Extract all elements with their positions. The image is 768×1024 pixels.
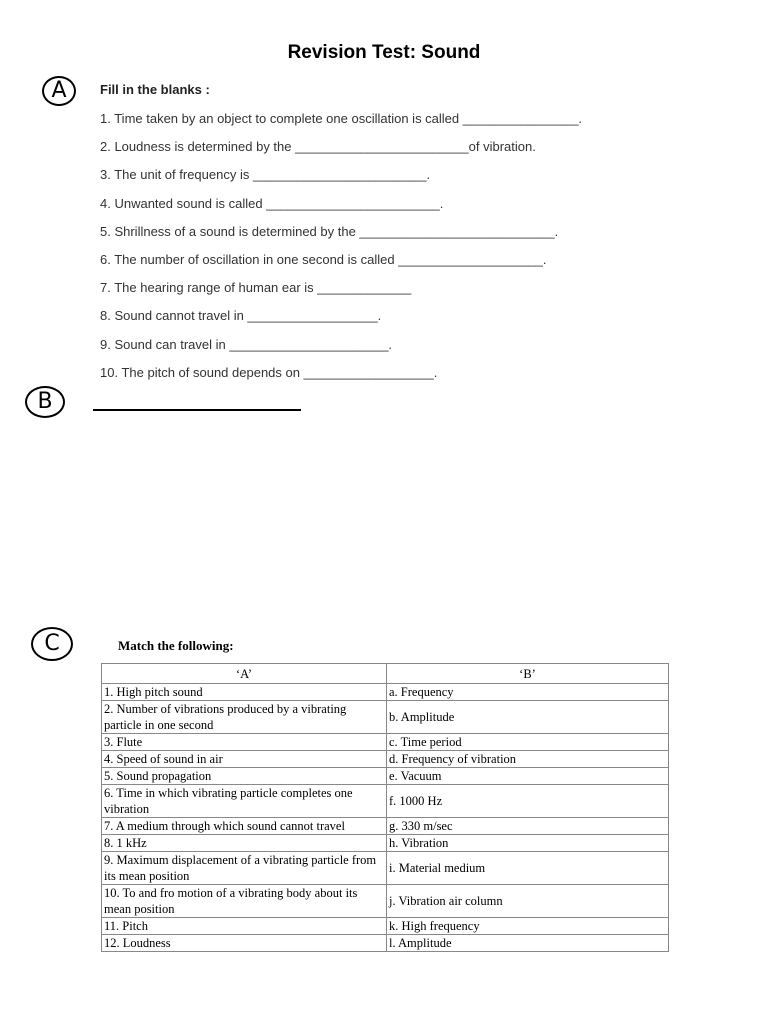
question-item: 3. The unit of frequency is ________________________. xyxy=(100,167,431,183)
column-a-cell: 11. Pitch xyxy=(102,918,387,935)
column-a-cell: 7. A medium through which sound cannot travel xyxy=(102,818,387,835)
column-b-cell: a. Frequency xyxy=(387,684,669,701)
column-b-header: ‘B’ xyxy=(387,664,669,684)
column-a-cell: 10. To and fro motion of a vibrating body about its mean position xyxy=(102,885,387,918)
column-a-cell: 12. Loudness xyxy=(102,935,387,952)
column-a-cell: 9. Maximum displacement of a vibrating particle from its mean position xyxy=(102,852,387,885)
column-a-header: ‘A’ xyxy=(102,664,387,684)
table-row xyxy=(102,818,669,835)
table-row xyxy=(102,785,669,818)
table-row xyxy=(102,701,669,734)
column-b-cell: e. Vacuum xyxy=(387,768,669,785)
column-b-cell: g. 330 m/sec xyxy=(387,818,669,835)
table-row xyxy=(102,768,669,785)
question-item: 7. The hearing range of human ear is _____________ xyxy=(100,280,412,296)
section-a-marker: A xyxy=(42,76,76,106)
section-b-answer-line xyxy=(93,409,301,411)
fill-blanks-list xyxy=(100,110,582,392)
section-c-marker: C xyxy=(31,627,73,661)
table-row xyxy=(102,885,669,918)
table-row xyxy=(102,684,669,701)
question-item: 5. Shrillness of a sound is determined by the ___________________________. xyxy=(100,223,559,239)
column-a-cell: 8. 1 kHz xyxy=(102,835,387,852)
question-item: 10. The pitch of sound depends on __________________. xyxy=(100,364,438,380)
match-table xyxy=(101,663,669,952)
column-b-cell: k. High frequency xyxy=(387,918,669,935)
question-item: 4. Unwanted sound is called ________________________. xyxy=(100,195,444,211)
column-a-cell: 1. High pitch sound xyxy=(102,684,387,701)
column-a-cell: 3. Flute xyxy=(102,734,387,751)
column-a-cell: 2. Number of vibrations produced by a vibrating particle in one second xyxy=(102,701,387,734)
column-b-cell: b. Amplitude xyxy=(387,701,669,734)
column-b-cell: l. Amplitude xyxy=(387,935,669,952)
column-a-cell: 5. Sound propagation xyxy=(102,768,387,785)
column-b-cell: d. Frequency of vibration xyxy=(387,751,669,768)
table-row xyxy=(102,918,669,935)
table-row xyxy=(102,835,669,852)
table-row xyxy=(102,734,669,751)
column-a-cell: 4. Speed of sound in air xyxy=(102,751,387,768)
match-heading: Match the following: xyxy=(118,638,234,653)
question-item: 8. Sound cannot travel in __________________. xyxy=(100,308,382,324)
column-a-cell: 6. Time in which vibrating particle completes one vibration xyxy=(102,785,387,818)
column-b-cell: c. Time period xyxy=(387,734,669,751)
section-b-marker: B xyxy=(25,386,65,418)
question-item: 6. The number of oscillation in one second is called ____________________. xyxy=(100,251,547,267)
column-b-cell: i. Material medium xyxy=(387,852,669,885)
column-b-cell: j. Vibration air column xyxy=(387,885,669,918)
table-row xyxy=(102,852,669,885)
fill-blanks-heading: Fill in the blanks : xyxy=(100,82,210,97)
question-item: 1. Time taken by an object to complete one oscillation is called ________________. xyxy=(100,111,583,126)
question-item: 2. Loudness is determined by the ________________________of vibration. xyxy=(100,139,536,155)
column-b-cell: h. Vibration xyxy=(387,835,669,852)
question-item: 9. Sound can travel in ______________________. xyxy=(100,336,393,352)
column-b-cell: f. 1000 Hz xyxy=(387,785,669,818)
table-row xyxy=(102,935,669,952)
page-title: Revision Test: Sound xyxy=(287,42,481,63)
table-row xyxy=(102,751,669,768)
table-header-row xyxy=(102,664,669,684)
